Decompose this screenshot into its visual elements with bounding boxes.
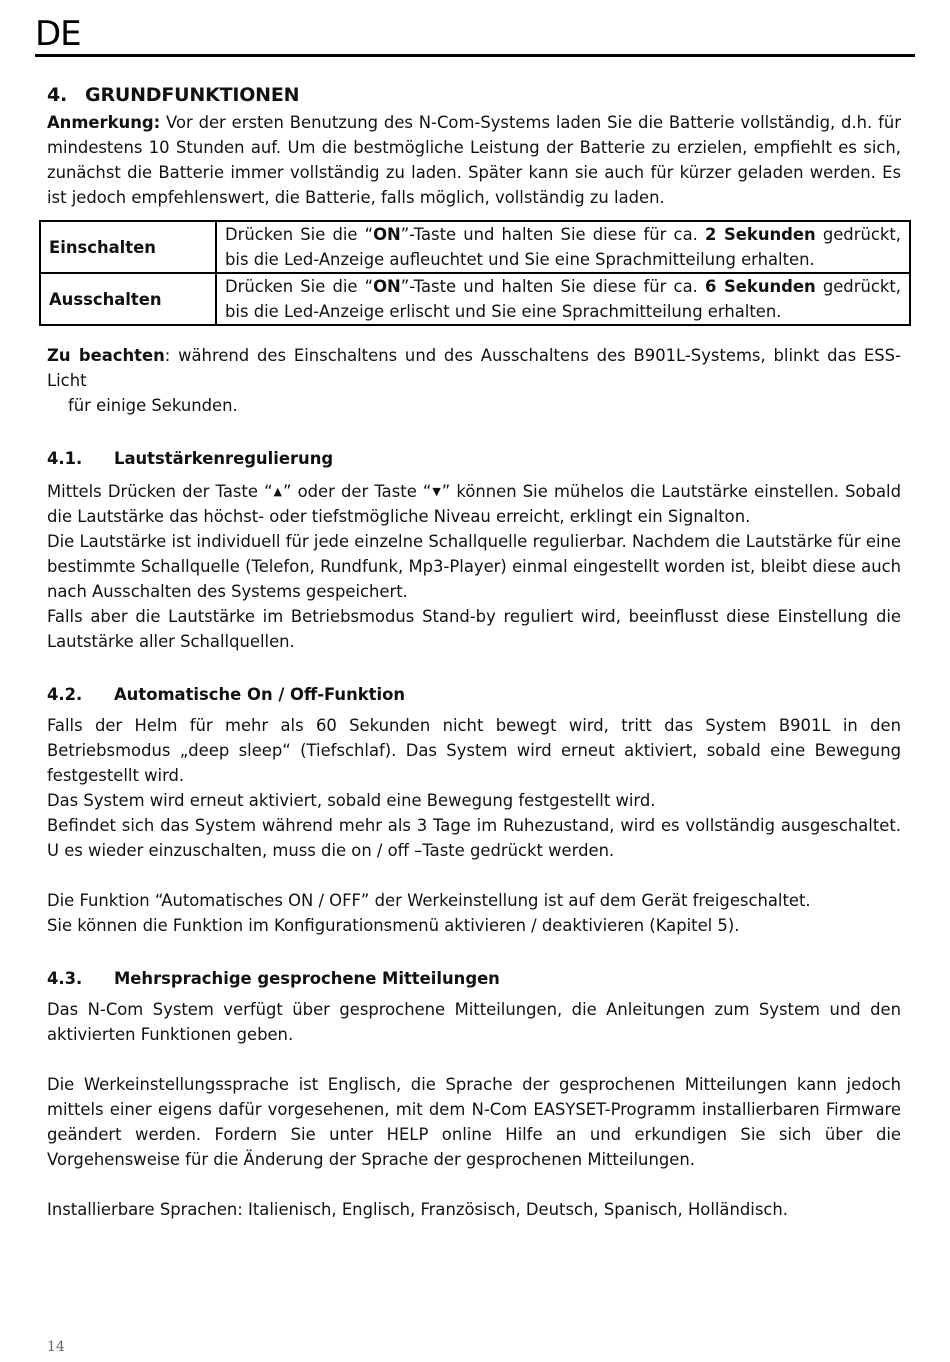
table-row-description bbox=[216, 221, 910, 273]
header-rule bbox=[35, 54, 915, 57]
page-number: 14 bbox=[47, 1339, 65, 1355]
duration-label: 2 Sekunden bbox=[704, 225, 816, 244]
section-title: GRUNDFUNKTIONEN bbox=[85, 84, 300, 106]
section-number: 4.2. bbox=[47, 685, 83, 704]
section-title: Automatische On / Off-Funktion bbox=[114, 685, 406, 704]
note-text: Vor der ersten Benutzung des N-Com-Systems laden Sie die Batterie vollständig, d.h. für mindestens 10 Stunden auf. Um die bestmögliche Leistung der Batterie zu erzielen, empfiehlt es sich, zunächst die Batterie immer vollständig zu laden. Später kann sie auch für kürzer geladen werden. Es ist jedoch empfehlenswert, die Batterie, falls möglich, vollständig zu laden. bbox=[47, 113, 901, 207]
paragraph-text: ” können Sie mühelos die Lautstärke einstellen. Sobald die Lautstärke das höchst- oder tiefstmögliche Niveau erreicht, erklingt ein Signalton. bbox=[47, 482, 901, 526]
table-row bbox=[40, 273, 910, 325]
desc-text: gedrückt, bis die Led-Anzeige aufleuchtet und Sie eine Sprachmitteilung erhalten. bbox=[225, 225, 901, 269]
volume-paragraph-1 bbox=[47, 479, 901, 529]
desc-text: ”-Taste und halten Sie diese für ca. bbox=[400, 225, 705, 244]
auto-off-paragraph-5: Sie können die Funktion im Konfigurationsmenü aktivieren / deaktivieren (Kapitel 5). bbox=[47, 916, 740, 935]
desc-text: gedrückt, bis die Led-Anzeige erlischt und Sie eine Sprachmitteilung erhalten. bbox=[225, 277, 901, 321]
attention-text: : während des Einschaltens und des Ausschaltens des B901L-Systems, blinkt das ESS-Licht bbox=[47, 346, 901, 390]
power-function-table bbox=[39, 220, 911, 326]
volume-paragraph-3: Falls aber die Lautstärke im Betriebsmodus Stand-by reguliert wird, beeinflusst diese Einstellung die Lautstärke aller Schallquellen. bbox=[47, 607, 901, 651]
attention-note bbox=[47, 343, 901, 418]
voice-paragraph-3: Installierbare Sprachen: Italienisch, Englisch, Französisch, Deutsch, Spanisch, Holländisch. bbox=[47, 1200, 788, 1219]
auto-off-paragraph-3: Befindet sich das System während mehr als 3 Tage im Ruhezustand, wird es vollständig ausgeschaltet. U es wieder einzuschalten, muss die on / off –Taste gedrückt werden. bbox=[47, 816, 901, 860]
on-key-label: ON bbox=[373, 225, 401, 244]
section-title: Lautstärkenregulierung bbox=[114, 449, 334, 468]
paragraph-text: ” oder der Taste “ bbox=[282, 482, 432, 501]
on-key-label: ON bbox=[373, 277, 401, 296]
language-label: DE bbox=[35, 14, 81, 54]
auto-off-paragraph-1: Falls der Helm für mehr als 60 Sekunden nicht bewegt wird, tritt das System B901L in den Betriebsmodus „deep sleep“ (Tiefschlaf). Das System wird erneut aktiviert, sobald eine Bewegung festgestellt wird. bbox=[47, 716, 901, 785]
table-row-label: Einschalten bbox=[40, 221, 216, 273]
voice-paragraph-2: Die Werkeinstellungssprache ist Englisch, die Sprache der gesprochenen Mitteilungen kann jedoch mittels einer eigens dafür vorgesehenen, mit dem N-Com EASYSET-Programm installierbaren Firmware geändert werden. Fordern Sie unter HELP online Hilfe an und erkundigen Sie sich über die Vorgehensweise für die Änderung der Sprache der gesprochenen Mitteilungen. bbox=[47, 1075, 901, 1169]
table-row bbox=[40, 221, 910, 273]
auto-off-paragraph-4: Die Funktion “Automatisches ON / OFF” der Werkeinstellung ist auf dem Gerät freigeschaltet. bbox=[47, 891, 811, 910]
duration-label: 6 Sekunden bbox=[704, 277, 816, 296]
desc-text: Drücken Sie die “ bbox=[225, 225, 374, 244]
section-title: Mehrsprachige gesprochene Mitteilungen bbox=[114, 969, 500, 988]
volume-paragraph-2: Die Lautstärke ist individuell für jede einzelne Schallquelle regulierbar. Nachdem die Lautstärke für eine bestimmte Schallquelle (Telefon, Rundfunk, Mp3-Player) einmal eingestellt worden ist, bleibt diese auch nach Ausschalten des Systems gespeichert. bbox=[47, 532, 901, 601]
attention-label: Zu beachten bbox=[47, 346, 165, 365]
section-4-3-heading bbox=[47, 966, 901, 991]
section-number: 4.1. bbox=[47, 449, 83, 468]
section-4-heading bbox=[47, 80, 901, 110]
volume-down-icon: ▼ bbox=[431, 485, 442, 498]
volume-up-icon: ▲ bbox=[272, 485, 283, 498]
document-body bbox=[47, 80, 901, 1222]
voice-paragraph-1: Das N-Com System verfügt über gesprochene Mitteilungen, die Anleitungen zum System und den aktivierten Funktionen geben. bbox=[47, 1000, 901, 1044]
attention-text-continued: für einige Sekunden. bbox=[68, 396, 238, 415]
table-row-description bbox=[216, 273, 910, 325]
section-number: 4.3. bbox=[47, 969, 83, 988]
battery-note bbox=[47, 110, 901, 210]
auto-off-paragraph-2: Das System wird erneut aktiviert, sobald eine Bewegung festgestellt wird. bbox=[47, 791, 656, 810]
section-4-1-heading bbox=[47, 446, 901, 471]
section-4-2-heading bbox=[47, 682, 901, 707]
table-row-label: Ausschalten bbox=[40, 273, 216, 325]
desc-text: ”-Taste und halten Sie diese für ca. bbox=[400, 277, 705, 296]
note-label: Anmerkung: bbox=[47, 113, 161, 132]
desc-text: Drücken Sie die “ bbox=[225, 277, 374, 296]
paragraph-text: Mittels Drücken der Taste “ bbox=[47, 482, 273, 501]
section-number: 4. bbox=[47, 84, 68, 106]
